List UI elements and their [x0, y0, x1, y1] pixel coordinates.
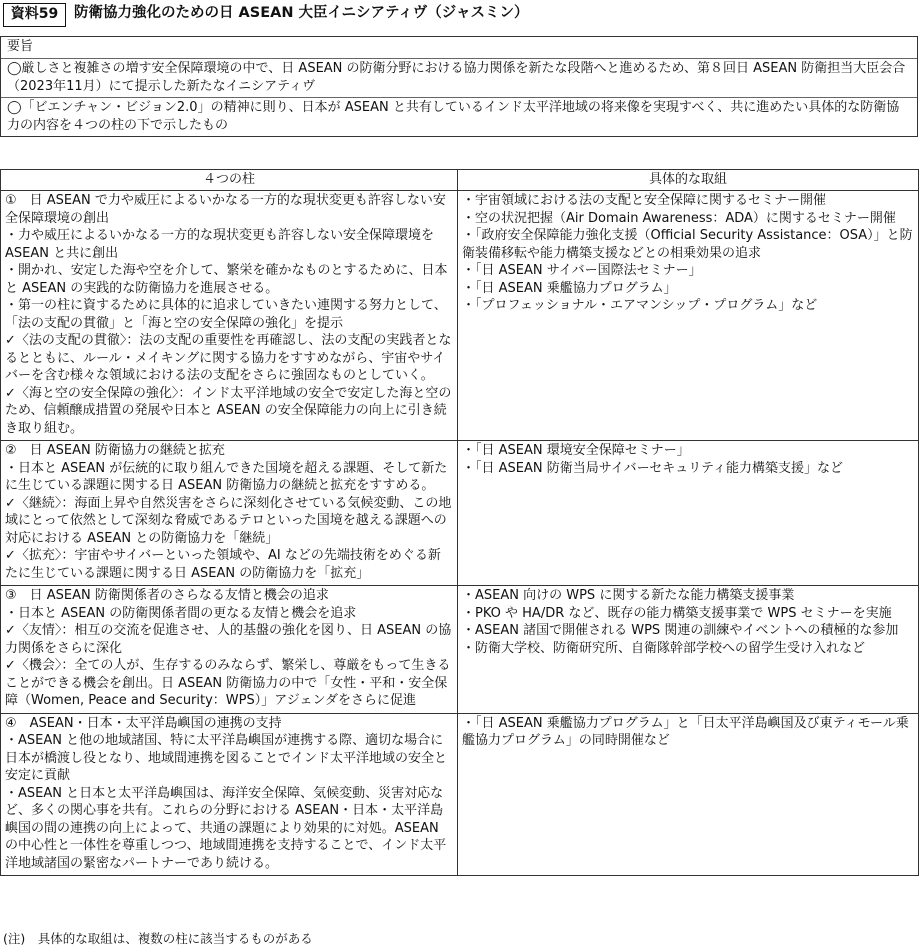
- pillar-point: ✓〈法の支配の貫徹〉：法の支配の重要性を再確認し、法の支配の実践者となるとともに、ルール・メイキングに関する協力をすすめながら、宇宙やサイバーを含む様々な領域における法の支配をさらに強固なものとしていく。: [5, 333, 452, 383]
- actions-cell: [458, 441, 919, 586]
- document-header: [0, 0, 920, 30]
- pillar-point: ✓〈継続〉：海面上昇や自然災害をさらに深刻化させている気候変動、この地域にとって依然として深刻な脅威であるテロといった国境を越える課題への対応における ASEAN との防衛協力を「継続」: [5, 495, 452, 546]
- action-item: ・宇宙領域における法の支配と安全保障に関するセミナー開催: [462, 193, 827, 208]
- action-item: ・「政府安全保障能力強化支援（Official Security Assistance：OSA）」と防衛装備移転や能力構築支援などとの相乗効果の追求: [462, 228, 913, 261]
- table-header-row: [1, 170, 919, 191]
- pillar-cell: [1, 713, 458, 876]
- summary-box: [0, 36, 918, 137]
- pillar-point: ✓〈友情〉：相互の交流を促進させ、人的基盤の強化を図り、日 ASEAN の協力関係をさらに深化: [5, 623, 452, 656]
- summary-item: ◯「ビエンチャン・ビジョン2.0」の精神に則り、日本が ASEAN と共有しているインド太平洋地域の将来像を実現すべく、共に進めたい具体的な防衛協力の内容を４つの柱の下で示したもの: [7, 100, 900, 133]
- action-item: ・「プロフェッショナル・エアマンシップ・プログラム」など: [462, 298, 818, 313]
- document-title: 防衛協力強化のための日 ASEAN 大臣イニシアティヴ（ジャスミン）: [74, 5, 529, 21]
- pillars-table: [0, 169, 919, 876]
- pillar-point: ・日本と ASEAN の防衛関係者間の更なる友情と機会を追求: [5, 605, 357, 621]
- pillar-cell: [1, 586, 458, 714]
- action-item: ・「日 ASEAN 乗艦協力プログラム」と「日太平洋島嶼国及び東ティモール乗艦協力プログラム」の同時開催など: [462, 715, 909, 748]
- pillar-title: ② 日 ASEAN 防衛協力の継続と拡充: [5, 443, 225, 458]
- actions-cell: [458, 191, 919, 441]
- action-item: ・ASEAN 諸国で開催される WPS 関連の訓練やイベントへの積極的な参加: [462, 623, 899, 638]
- pillar-point: ・第一の柱に資するために具体的に追求していきたい連関する努力として、「法の支配の貫徹」と「海と空の安全保障の強化」を提示: [5, 298, 447, 331]
- pillar-point: ・日本と ASEAN が伝統的に取り組んできた国境を超える課題、そして新たに生じている課題に関する日 ASEAN 防衛協力の継続と拡充をすすめる。: [5, 460, 448, 493]
- pillar-point: ✓〈機会〉：全ての人が、生存するのみならず、繁栄し、尊厳をもって生きることができる機会を創出。日 ASEAN 防衛協力の中で「女性・平和・安全保障（Women, Peace and Security：WPS）」アジェンダをさらに促進: [5, 658, 451, 708]
- footnote: (注) 具体的な取組は、複数の柱に該当するものがある: [3, 931, 313, 946]
- table-row: [1, 713, 919, 876]
- pillar-point: ・力や威圧によるいかなる一方的な現状変更も許容しない安全保障環境を ASEAN と共に創出: [5, 228, 435, 261]
- action-item: ・ASEAN 向けの WPS に関する新たな能力構築支援事業: [462, 588, 795, 603]
- pillar-point: ・開かれ、安定した海や空を介して、繁栄を確かなものとするために、日本と ASEAN の実践的な防衛協力を進展させる。: [5, 263, 448, 296]
- pillar-point: ✓〈拡充〉：宇宙やサイバーといった領域や、AI などの先端技術をめぐる新たに生じている課題に関する日 ASEAN の防衛協力を「拡充」: [5, 548, 441, 581]
- action-item: ・防衛大学校、防衛研究所、自衛隊幹部学校への留学生受け入れなど: [462, 640, 866, 656]
- pillar-title: ④ ASEAN・日本・太平洋島嶼国の連携の支持: [5, 715, 282, 731]
- pillar-cell: [1, 441, 458, 586]
- column-header-pillars: ４つの柱: [1, 170, 458, 191]
- pillar-point: ・ASEAN と他の地域諸国、特に太平洋島嶼国が連携する際、適切な場合に日本が橋渡し役となり、地域間連携を図ることでインド太平洋地域の安全と安定に貢献: [5, 733, 448, 783]
- column-header-actions: 具体的な取組: [458, 170, 919, 191]
- table-row: [1, 586, 919, 714]
- table-row: [1, 441, 919, 586]
- pillar-point: ✓〈海と空の安全保障の強化〉：インド太平洋地域の安全で安定した海と空のため、信頼醸成措置の発展や日本と ASEAN の安全保障能力の向上に引き続き取り組む。: [5, 385, 452, 436]
- actions-cell: [458, 713, 919, 876]
- table-row: [1, 191, 919, 441]
- pillar-title: ① 日 ASEAN で力や威圧によるいかなる一方的な現状変更も許容しない安全保障環境の創出: [5, 193, 446, 226]
- action-item: ・空の状況把握（Air Domain Awareness：ADA）に関するセミナー開催: [462, 210, 896, 226]
- pillar-cell: [1, 191, 458, 441]
- summary-item: ◯厳しさと複雑さの増す安全保障環境の中で、日 ASEAN の防衛分野における協力関係を新たな段階へと進めるため、第８回日 ASEAN 防衛担当大臣会合（2023年11月）にて提示した新たなイニシアティヴ: [1, 59, 917, 98]
- action-item: ・「日 ASEAN 環境安全保障セミナー」: [462, 443, 690, 458]
- pillar-point: ・ASEAN と日本と太平洋島嶼国は、海洋安全保障、気候変動、災害対応など、多くの関心事を共有。これらの分野における ASEAN・日本・太平洋島嶼国の間の連携の向上によって、共通の課題により効果的に対処。ASEAN の中心性と一体性を尊重しつつ、地域間連携を支持することで、インド太平洋地域諸国の緊密なパートナーであり続ける。: [5, 785, 447, 871]
- action-item: ・「日 ASEAN 乗艦協力プログラム」: [462, 280, 677, 296]
- summary-heading: 要旨: [1, 37, 917, 59]
- pillar-title: ③ 日 ASEAN 防衛関係者のさらなる友情と機会の追求: [5, 588, 329, 603]
- actions-cell: [458, 586, 919, 714]
- action-item: ・PKO や HA/DR など、既存の能力構築支援事業で WPS セミナーを実施: [462, 605, 892, 621]
- action-item: ・「日 ASEAN 防衛当局サイバーセキュリティ能力構築支援」など: [462, 460, 844, 476]
- document-tag: 資料59: [3, 3, 66, 27]
- action-item: ・「日 ASEAN サイバー国際法セミナー」: [462, 263, 702, 278]
